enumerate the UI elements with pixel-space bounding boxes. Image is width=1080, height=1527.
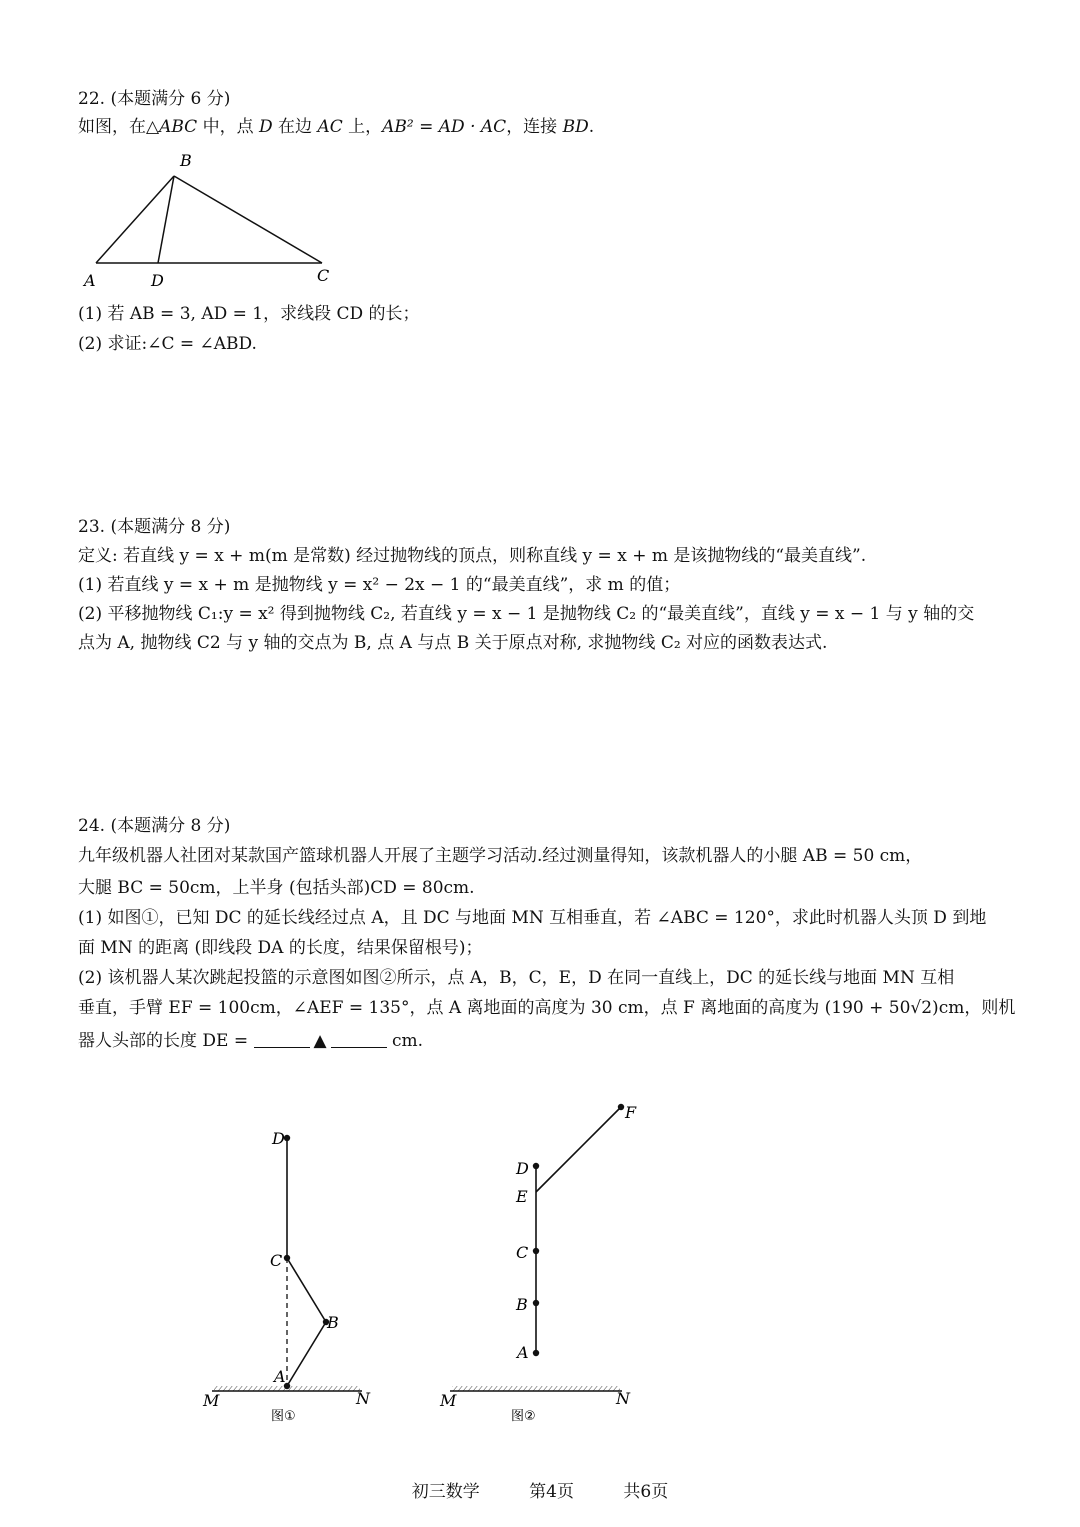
segment-ba-1: [287, 1322, 326, 1386]
segment-ef-2: [536, 1107, 621, 1192]
q23-part1: (1) 若直线 y = x + m 是抛物线 y = x² − 2x − 1 的“最美直线”，求 m 的值；: [78, 575, 681, 595]
label-b-2: B: [516, 1295, 528, 1314]
footer-subject: 初三数学: [411, 1482, 480, 1502]
figure-2: [439, 1103, 637, 1424]
q22-part1: (1) 若 AB = 3, AD = 1，求线段 CD 的长；: [78, 304, 420, 324]
footer-total-pages: 共6页: [623, 1482, 669, 1502]
label-d-2: D: [516, 1159, 529, 1178]
label-a-2: A: [517, 1343, 529, 1362]
label-a-1: A: [274, 1367, 286, 1386]
label-d: D: [151, 271, 164, 290]
answer-mark-triangle: ▲: [313, 1031, 327, 1051]
q23-part2-line2: 点为 A, 抛物线 C2 与 y 轴的交点为 B, 点 A 与点 B 关于原点对称, 求抛物线 C₂ 对应的函数表达式.: [78, 633, 828, 653]
point-f-2: [618, 1104, 624, 1110]
label-e-2: E: [516, 1187, 528, 1206]
label-c-1: C: [270, 1251, 283, 1270]
q23-definition: 定义: 若直线 y = x + m(m 是常数) 经过抛物线的顶点，则称直线 y = x + m 是该抛物线的“最美直线”.: [78, 546, 867, 566]
label-a: A: [84, 271, 96, 290]
q24-line7: 器人头部的长度 DE = ▲ cm.: [78, 1031, 424, 1051]
label-f-2: F: [625, 1103, 637, 1122]
label-c-2: C: [516, 1243, 529, 1262]
label-m-2: M: [440, 1391, 457, 1410]
q24-line6: 垂直，手臂 EF = 100cm，∠AEF = 135°，点 A 离地面的高度为 30 cm，点 F 离地面的高度为 (190 + 50√2)cm，则机: [78, 998, 1016, 1018]
label-n-2: N: [616, 1389, 630, 1408]
segment-cb-1: [287, 1258, 326, 1322]
point-b-2: [533, 1300, 539, 1306]
point-a-2: [533, 1350, 539, 1356]
q24-header: 24. (本题满分 8 分): [78, 816, 231, 836]
q24-line1: 九年级机器人社团对某款国产篮球机器人开展了主题学习活动.经过测量得知，该款机器人的小腿 AB = 50 cm，: [78, 846, 923, 866]
q24-line2: 大腿 BC = 50cm，上半身 (包括头部)CD = 80cm.: [78, 878, 475, 898]
label-c: C: [317, 266, 330, 285]
page-footer: [0, 1477, 1080, 1502]
q24-line4: 面 MN 的距离 (即线段 DA 的长度，结果保留根号)；: [78, 938, 483, 958]
q24-line3: (1) 如图①，已知 DC 的延长线经过点 A，且 DC 与地面 MN 互相垂直，若 ∠ABC = 120°，求此时机器人头顶 D 到地: [78, 908, 987, 928]
figure-1: [202, 1129, 371, 1424]
point-c-2: [533, 1248, 539, 1254]
label-b-1: B: [327, 1313, 339, 1332]
label-b: B: [180, 151, 192, 170]
label-d-1: D: [272, 1129, 285, 1148]
caption-figure-2: 图②: [511, 1409, 536, 1424]
q22-part2: (2) 求证:∠C = ∠ABD.: [78, 334, 257, 354]
q22-header: 22. (本题满分 6 分): [78, 89, 231, 109]
caption-figure-1: 图①: [271, 1409, 296, 1424]
q23-header: 23. (本题满分 8 分): [78, 517, 231, 537]
label-m-1: M: [203, 1391, 220, 1410]
point-c-1: [284, 1255, 290, 1261]
point-d-2: [533, 1163, 539, 1169]
q23-part2-line1: (2) 平移抛物线 C₁:y = x² 得到抛物线 C₂, 若直线 y = x − 1 是抛物线 C₂ 的“最美直线”，直线 y = x − 1 与 y 轴的交: [78, 604, 975, 624]
q22-stem: 如图，在△ABC 中，点 D 在边 AC 上，AB² = AD · AC，连接 BD.: [78, 117, 595, 137]
footer-page-number: 第4页: [529, 1482, 574, 1502]
q24-line5: (2) 该机器人某次跳起投篮的示意图如图②所示，点 A，B，C，E，D 在同一直线上，DC 的延长线与地面 MN 互相: [78, 968, 955, 988]
label-n-1: N: [356, 1389, 370, 1408]
